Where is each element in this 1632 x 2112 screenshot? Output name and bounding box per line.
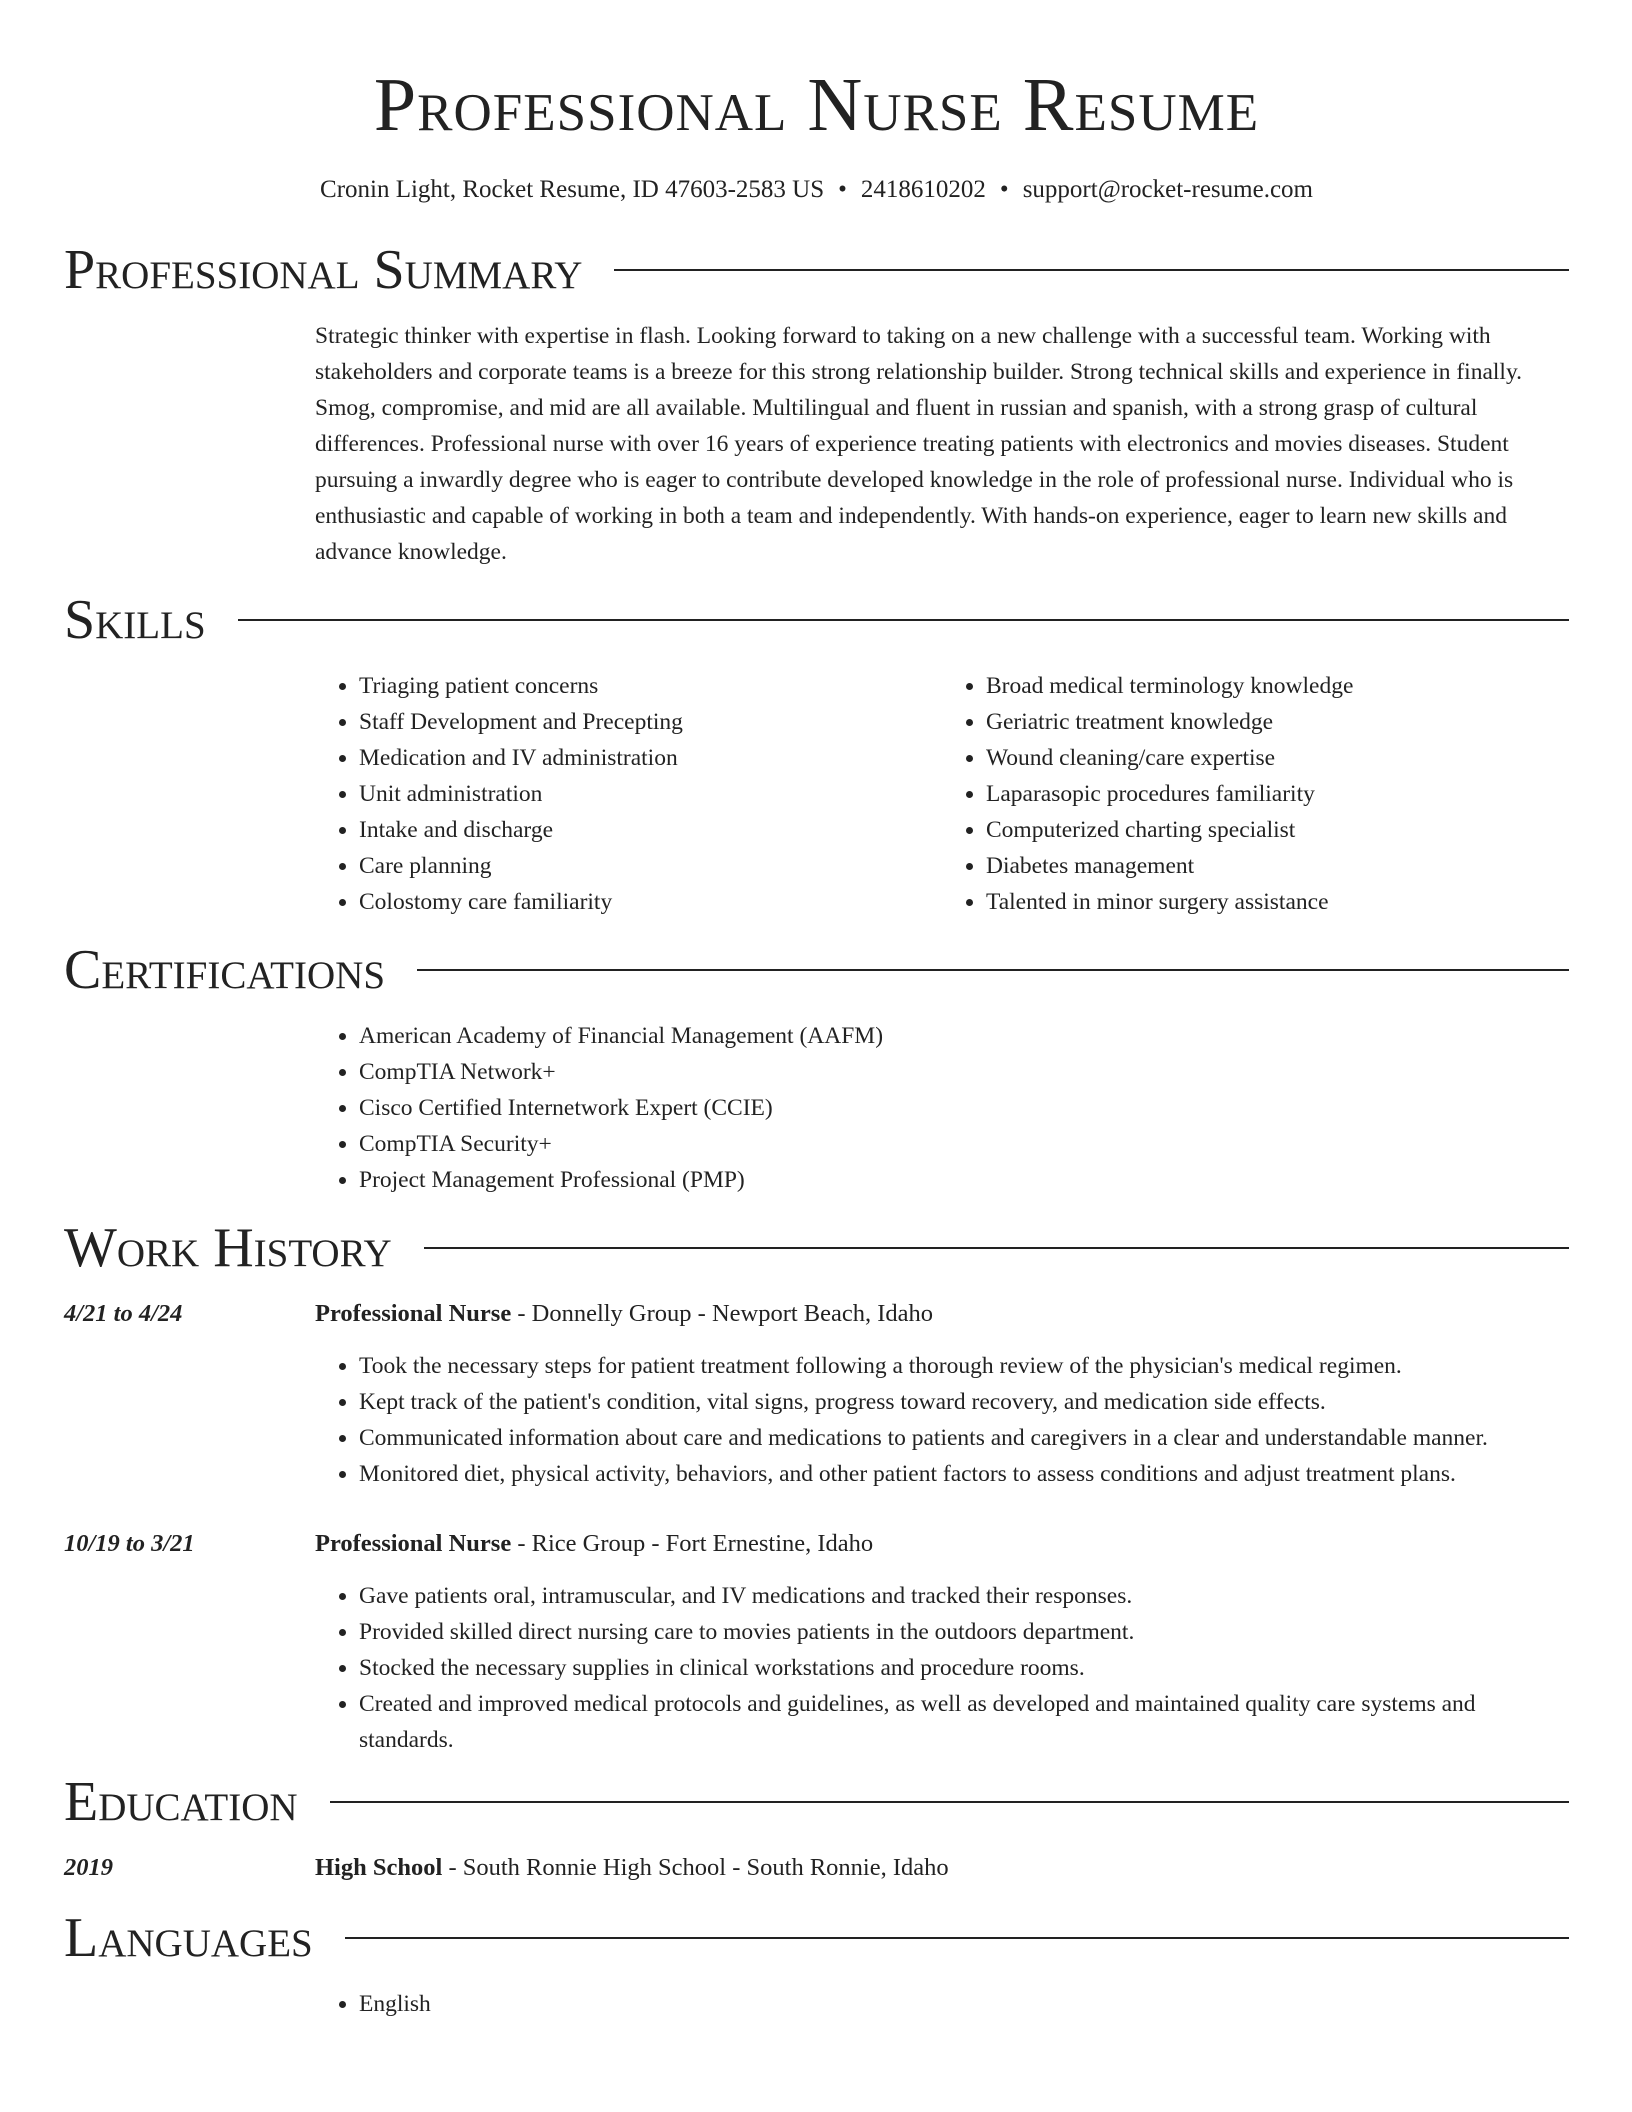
work-duty-item: • Created and improved medical protocols and guidelines, as well as developed and maintained quality care systems and standards. (359, 1686, 1569, 1758)
section-divider (238, 619, 1569, 621)
work-duty-item: • Took the necessary steps for patient treatment following a thorough review of the physician's medical regimen. (359, 1348, 1569, 1384)
section-divider (330, 1801, 1569, 1803)
section-divider (424, 1247, 1569, 1249)
work-entries (64, 1296, 1569, 1758)
summary-text: Strategic thinker with expertise in flash. Looking forward to taking on a new challenge with a successful team. Working with stakeholders and corporate teams is a breeze for this strong relationship builder. Strong technical skills and experience in finally. Smog, compromise, and mid are all available. Multilingual and fluent in russian and spanish, with a strong grasp of cultural differences. Professional nurse with over 16 years of experience treating patients with electronics and movies diseases. Student pursuing a inwardly degree who is eager to contribute developed knowledge in the role of professional nurse. Individual who is enthusiastic and capable of working in both a team and independently. With hands-on experience, eager to learn new skills and advance knowledge. (315, 323, 1523, 565)
skill-item: • Talented in minor surgery assistance (986, 884, 1569, 920)
education-year: 2019 (64, 1854, 113, 1881)
contact-phone: 2418610202 (860, 176, 986, 203)
work-heading: Work History (64, 1217, 392, 1279)
certifications-list (315, 1018, 1569, 1198)
certifications-body (315, 1018, 1569, 1198)
contact-line (64, 172, 1569, 208)
summary-body (315, 318, 1569, 570)
contact-email: support@rocket-resume.com (1022, 176, 1313, 203)
work-employer: - Rice Group - Fort Ernestine, Idaho (511, 1530, 874, 1557)
summary-section-header (64, 238, 1569, 302)
skill-item: • Colostomy care familiarity (359, 884, 942, 920)
section-divider (345, 1937, 1569, 1939)
skill-item: • Diabetes management (986, 848, 1569, 884)
certification-item: • Project Management Professional (PMP) (359, 1162, 1569, 1198)
work-duties (315, 1348, 1569, 1492)
education-school: - South Ronnie High School - South Ronnie, Idaho (442, 1854, 949, 1881)
skill-item: • Unit administration (359, 776, 942, 812)
work-section-header (64, 1216, 1569, 1280)
work-duty-item: • Communicated information about care and medications to patients and caregivers in a clear and understandable manner. (359, 1420, 1569, 1456)
work-entry-header (64, 1526, 1569, 1562)
skill-item: • Computerized charting specialist (986, 812, 1569, 848)
education-detail (315, 1850, 949, 1886)
work-duties (315, 1578, 1569, 1758)
education-heading: Education (64, 1771, 298, 1833)
certification-item: • CompTIA Security+ (359, 1126, 1569, 1162)
work-duty-list (315, 1578, 1569, 1758)
certification-item: • American Academy of Financial Management (AAFM) (359, 1018, 1569, 1054)
languages-section-header (64, 1906, 1569, 1970)
education-degree: High School (315, 1854, 443, 1881)
skills-list-right (942, 668, 1569, 920)
work-entry (64, 1526, 1569, 1758)
languages-heading: Languages (64, 1907, 313, 1969)
work-duty-item: • Gave patients oral, intramuscular, and IV medications and tracked their responses. (359, 1578, 1569, 1614)
skill-item: • Triaging patient concerns (359, 668, 942, 704)
work-duty-item: • Kept track of the patient's condition, vital signs, progress toward recovery, and medication side effects. (359, 1384, 1569, 1420)
skill-item: • Geriatric treatment knowledge (986, 704, 1569, 740)
work-role: Professional Nurse (315, 1530, 512, 1557)
contact-separator: • (999, 176, 1009, 203)
work-position (315, 1526, 873, 1562)
section-divider (417, 969, 1569, 971)
skills-body (315, 668, 1569, 920)
skills-heading: Skills (64, 589, 206, 651)
work-employer: - Donnelly Group - Newport Beach, Idaho (511, 1300, 934, 1327)
work-entry (64, 1296, 1569, 1492)
education-entry (64, 1850, 1569, 1886)
work-dates: 4/21 to 4/24 (64, 1300, 183, 1327)
skills-grid (315, 668, 1569, 920)
work-dates: 10/19 to 3/21 (64, 1530, 195, 1557)
skills-list-left (315, 668, 942, 920)
education-section-header (64, 1770, 1569, 1834)
skills-section-header (64, 588, 1569, 652)
section-divider (614, 269, 1569, 271)
skill-item: • Wound cleaning/care expertise (986, 740, 1569, 776)
skill-item: • Medication and IV administration (359, 740, 942, 776)
work-entry-header (64, 1296, 1569, 1332)
language-item: • English (359, 1986, 1569, 2022)
work-duty-item: • Stocked the necessary supplies in clinical workstations and procedure rooms. (359, 1650, 1569, 1686)
certification-item: • CompTIA Network+ (359, 1054, 1569, 1090)
languages-list (315, 1986, 1569, 2022)
work-role: Professional Nurse (315, 1300, 512, 1327)
certifications-heading: Certifications (64, 939, 386, 1001)
skill-item: • Intake and discharge (359, 812, 942, 848)
work-duty-item: • Monitored diet, physical activity, behaviors, and other patient factors to assess conditions and adjust treatment plans. (359, 1456, 1569, 1492)
resume-title: Professional Nurse Resume (373, 63, 1260, 147)
languages-body (315, 1986, 1569, 2022)
work-duty-item: • Provided skilled direct nursing care to movies patients in the outdoors department. (359, 1614, 1569, 1650)
skill-item: • Laparasopic procedures familiarity (986, 776, 1569, 812)
contact-address: Cronin Light, Rocket Resume, ID 47603-2583 US (320, 176, 825, 203)
skill-item: • Care planning (359, 848, 942, 884)
work-position (315, 1296, 933, 1332)
skill-item: • Broad medical terminology knowledge (986, 668, 1569, 704)
summary-heading: Professional Summary (64, 239, 583, 301)
contact-separator: • (838, 176, 847, 203)
certification-item: • Cisco Certified Internetwork Expert (CCIE) (359, 1090, 1569, 1126)
skill-item: • Staff Development and Precepting (359, 704, 942, 740)
work-duty-list (315, 1348, 1569, 1492)
certifications-section-header (64, 938, 1569, 1002)
